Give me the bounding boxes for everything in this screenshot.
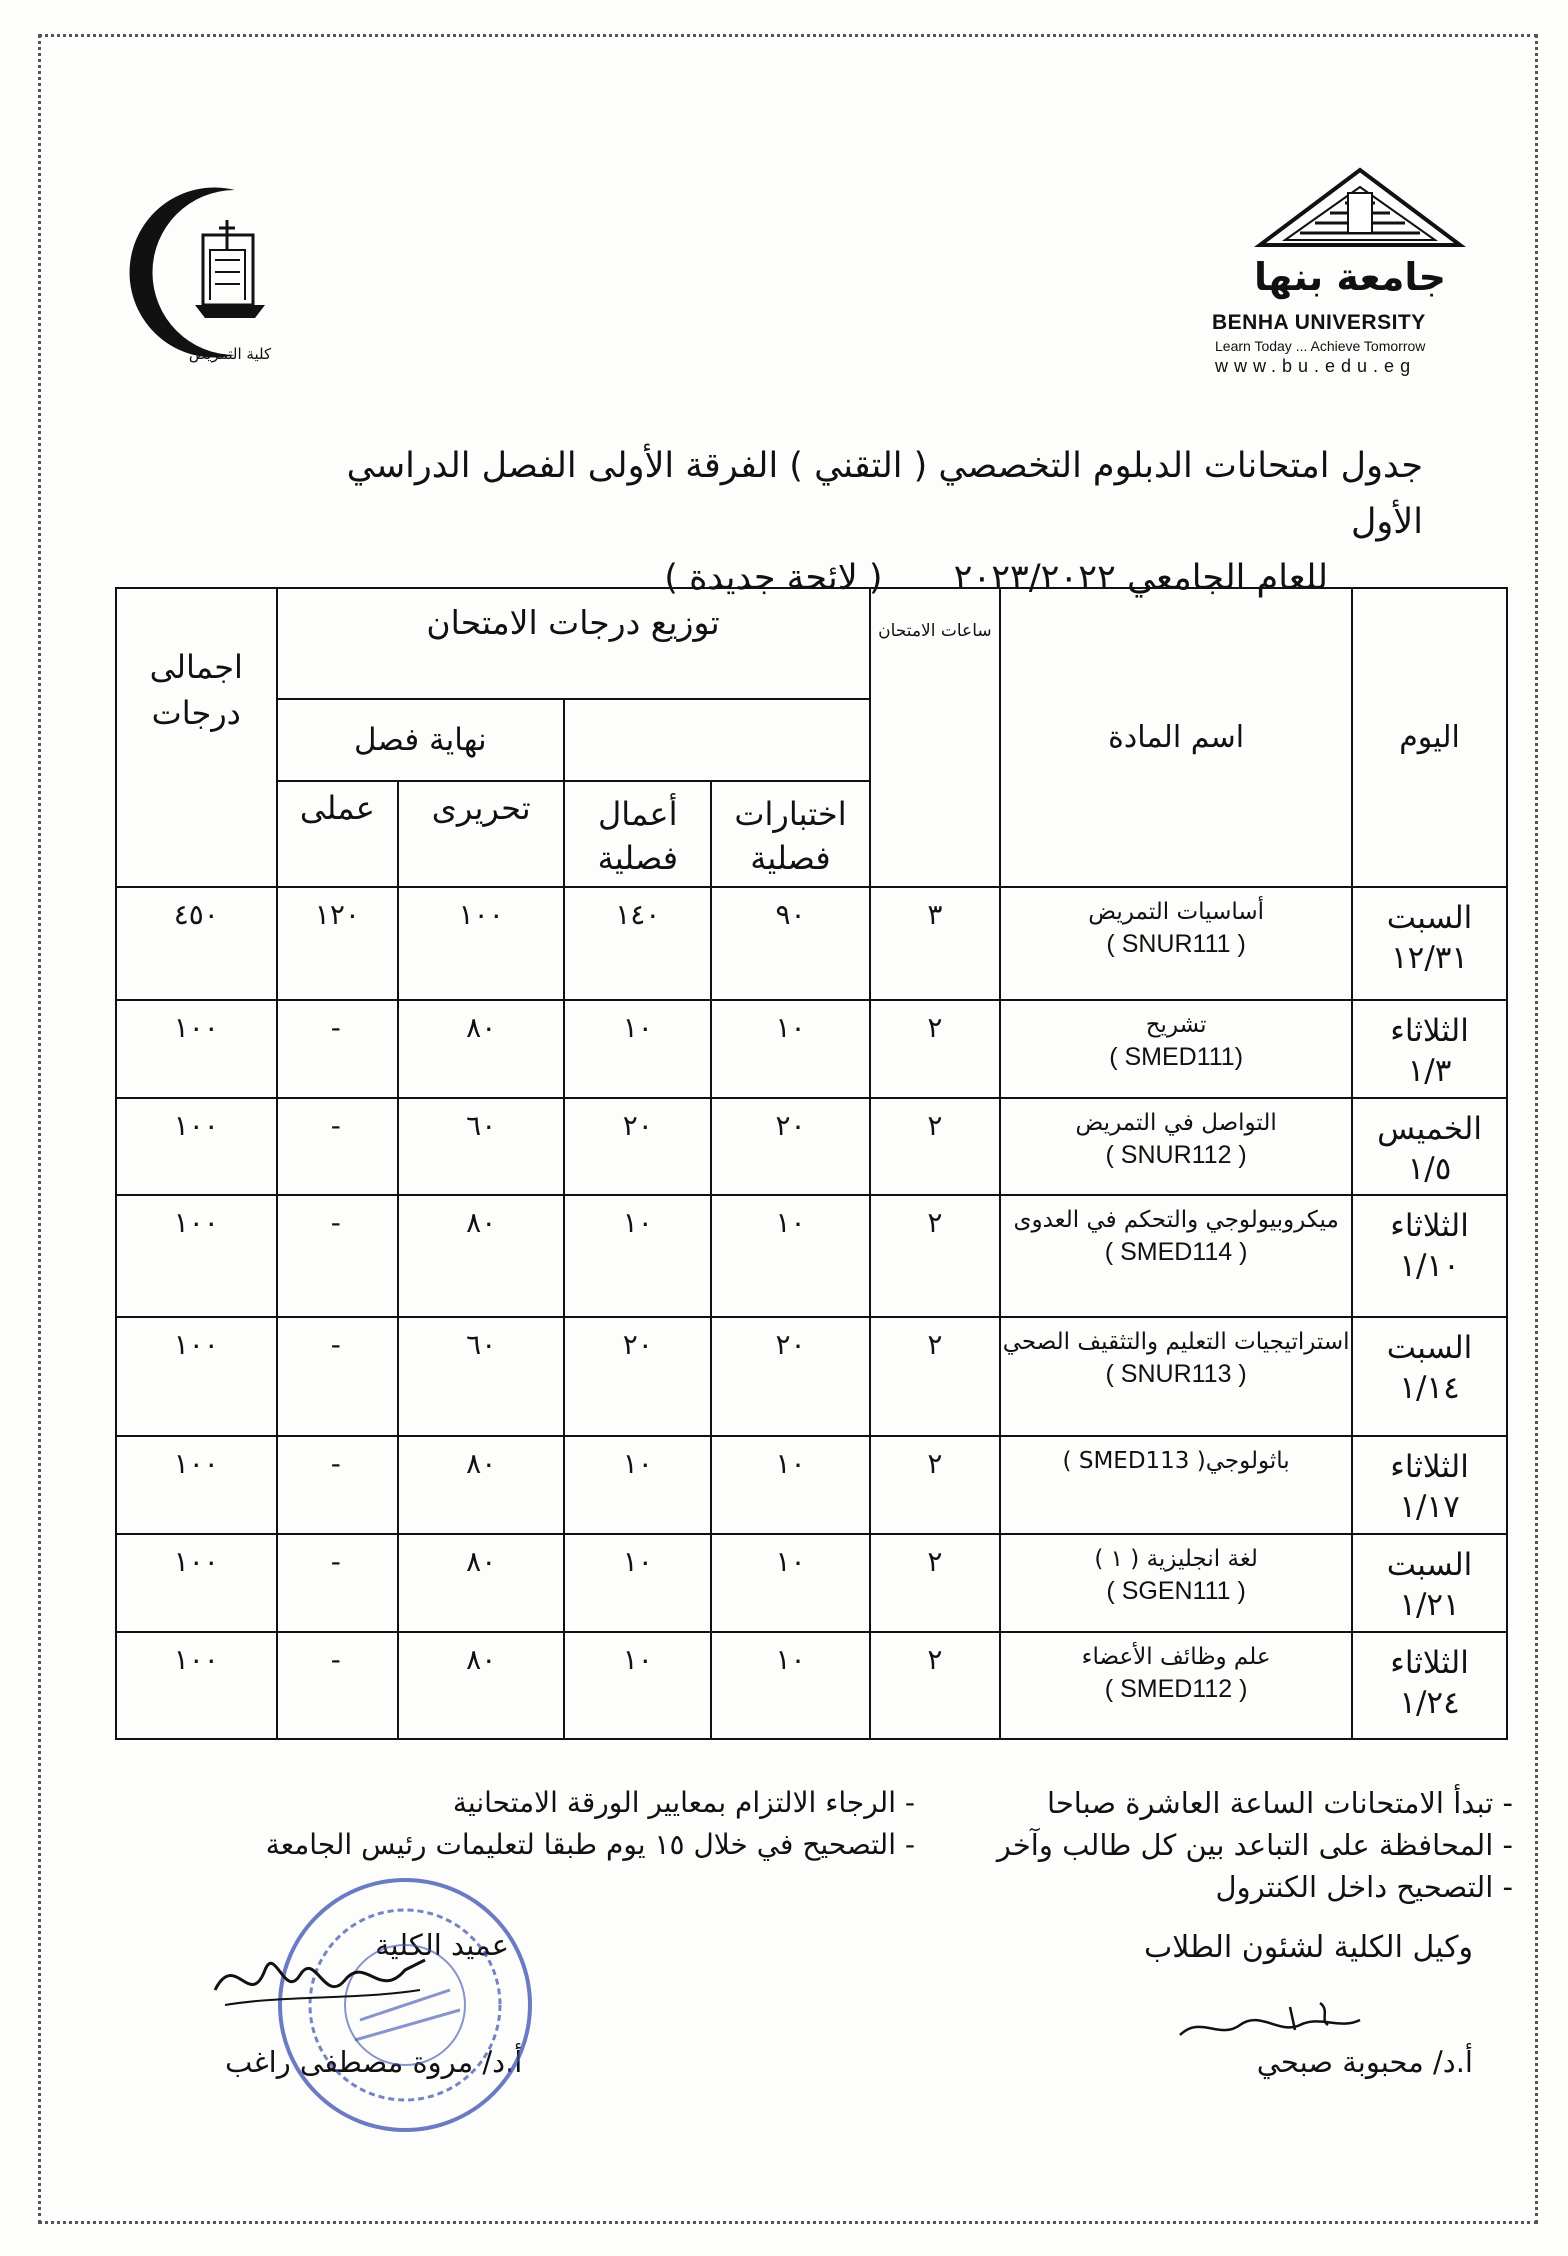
practical-cell: - — [277, 1632, 399, 1740]
quizzes-cell: ٩٠ — [711, 887, 869, 1000]
practical-cell: - — [277, 1436, 399, 1534]
subject-code: ( SMED114 ) — [1104, 1238, 1248, 1267]
coursework-cell: ١٤٠ — [564, 887, 711, 1000]
total-cell: ١٠٠ — [116, 1098, 277, 1196]
regulation-note: ( لائحة جديدة ) — [664, 558, 883, 598]
note-item: - المحافظة على التباعد بين كل طالب وآخر — [996, 1828, 1513, 1862]
day-name: الثلاثاء — [1390, 1644, 1469, 1681]
table-row — [116, 1317, 1507, 1436]
note-item: - الرجاء الالتزام بمعايير الورقة الامتحانية — [452, 1786, 915, 1819]
quizzes-cell: ١٠ — [711, 1000, 869, 1098]
exam-schedule-table — [115, 587, 1508, 1740]
table-row — [116, 1000, 1507, 1098]
day-cell — [1352, 1098, 1507, 1196]
total-cell: ١٠٠ — [116, 1534, 277, 1632]
quizzes-cell: ٢٠ — [711, 1098, 869, 1196]
dean-signature — [205, 1930, 435, 2020]
written-cell: ٨٠ — [398, 1195, 564, 1316]
subject-code: ( SMED112 ) — [1104, 1674, 1248, 1703]
table-row — [116, 1098, 1507, 1196]
exam-date: ١٢/٣١ — [1391, 939, 1469, 976]
note-item: - تبدأ الامتحانات الساعة العاشرة صباحا — [1047, 1786, 1513, 1820]
total-cell: ٤٥٠ — [116, 887, 277, 1000]
notes-right — [953, 1782, 1513, 1908]
total-cell: ١٠٠ — [116, 1632, 277, 1740]
hours-cell: ٢ — [870, 1632, 1001, 1740]
header-empty-cell — [564, 699, 869, 781]
practical-cell: - — [277, 1098, 399, 1196]
total-cell: ١٠٠ — [116, 1000, 277, 1098]
header-grade-distribution: توزيع درجات الامتحان — [277, 588, 870, 699]
practical-cell: - — [277, 1000, 399, 1098]
vice-dean-title: وكيل الكلية لشئون الطلاب — [1144, 1930, 1473, 1965]
day-name: الخميس — [1377, 1110, 1482, 1147]
total-cell: ١٠٠ — [116, 1195, 277, 1316]
subject-cell — [1000, 1000, 1352, 1098]
header-end-term: نهاية فصل — [277, 699, 565, 781]
header-row-1 — [116, 588, 1507, 699]
header-total: اجمالى درجات — [116, 588, 277, 887]
coursework-cell: ١٠ — [564, 1436, 711, 1534]
hours-cell: ٢ — [870, 1195, 1001, 1316]
subject-cell — [1000, 1195, 1352, 1316]
day-cell — [1352, 1632, 1507, 1740]
coursework-cell: ١٠ — [564, 1195, 711, 1316]
header-subject: اسم المادة — [1000, 588, 1352, 887]
subject-code: ( SGEN111 ) — [1106, 1576, 1246, 1605]
university-name-english: BENHA UNIVERSITY — [1212, 311, 1426, 334]
exam-date: ١/١٧ — [1399, 1488, 1460, 1525]
document-title — [273, 438, 1423, 606]
subject-code: ( SNUR112 ) — [1105, 1140, 1247, 1169]
university-slogan: Learn Today ... Achieve Tomorrow — [1215, 338, 1426, 354]
written-cell: ٨٠ — [398, 1000, 564, 1098]
coursework-cell: ١٠ — [564, 1534, 711, 1632]
day-cell — [1352, 1000, 1507, 1098]
academic-year: للعام الجامعي ٢٠٢٣/٢٠٢٢ — [953, 558, 1328, 598]
quizzes-cell: ١٠ — [711, 1534, 869, 1632]
practical-cell: - — [277, 1534, 399, 1632]
table-row — [116, 1534, 1507, 1632]
day-name: السبت — [1386, 899, 1473, 936]
university-name-arabic: جامعة بنها — [1253, 255, 1447, 299]
nursing-faculty-logo — [115, 180, 315, 370]
subject-cell — [1000, 1632, 1352, 1740]
day-cell — [1352, 1436, 1507, 1534]
written-cell: ٨٠ — [398, 1436, 564, 1534]
table-row — [116, 1436, 1507, 1534]
notes-left — [225, 1782, 915, 1866]
subject-name: تشريح — [1145, 1011, 1207, 1038]
subject-name: باثولوجي( SMED113 ) — [1062, 1447, 1290, 1474]
written-cell: ١٠٠ — [398, 887, 564, 1000]
day-name: الثلاثاء — [1390, 1012, 1469, 1049]
vice-dean-name: أ.د/ محبوبة صبحي — [1256, 2045, 1473, 2079]
quizzes-cell: ١٠ — [711, 1195, 869, 1316]
title-line-1: جدول امتحانات الدبلوم التخصصي ( التقني ) الفرقة الأولى الفصل الدراسي الأول — [346, 446, 1423, 542]
subject-name: التواصل في التمريض — [1075, 1109, 1277, 1136]
university-website: www.bu.edu.eg — [1215, 356, 1417, 376]
quizzes-cell: ١٠ — [711, 1632, 869, 1740]
exam-date: ١/٢١ — [1399, 1586, 1460, 1623]
subject-code: ( SNUR113 ) — [1105, 1359, 1247, 1388]
dean-title: عميد الكلية — [375, 1928, 510, 1962]
header-day: اليوم — [1352, 588, 1507, 887]
header-practical: عملى — [277, 781, 399, 887]
header-hours: ساعات الامتحان — [870, 588, 1001, 887]
hours-cell: ٢ — [870, 1534, 1001, 1632]
day-cell — [1352, 1317, 1507, 1436]
total-cell: ١٠٠ — [116, 1317, 277, 1436]
table-row — [116, 887, 1507, 1000]
dean-name: أ.د/ مروة مصطفى راغب — [225, 2045, 523, 2079]
coursework-cell: ١٠ — [564, 1000, 711, 1098]
exam-date: ١/١٠ — [1399, 1248, 1460, 1285]
subject-code: (SMED111 ) — [1109, 1042, 1244, 1071]
written-cell: ٨٠ — [398, 1534, 564, 1632]
quizzes-cell: ٢٠ — [711, 1317, 869, 1436]
practical-cell: - — [277, 1317, 399, 1436]
exam-date: ١/١٤ — [1399, 1369, 1460, 1406]
hours-cell: ٣ — [870, 887, 1001, 1000]
table-row — [116, 1195, 1507, 1316]
subject-cell — [1000, 1436, 1352, 1534]
subject-cell — [1000, 887, 1352, 1000]
coursework-cell: ٢٠ — [564, 1317, 711, 1436]
day-name: السبت — [1386, 1329, 1473, 1366]
coursework-cell: ١٠ — [564, 1632, 711, 1740]
vice-dean-signature — [1170, 1995, 1370, 2055]
note-item: - التصحيح في خلال ١٥ يوم طبقا لتعليمات رئيس الجامعة — [265, 1828, 915, 1861]
header-written: تحريرى — [398, 781, 564, 887]
nursing-logo-caption: كلية التمريض — [188, 345, 272, 363]
hours-cell: ٢ — [870, 1317, 1001, 1436]
written-cell: ٨٠ — [398, 1632, 564, 1740]
day-cell — [1352, 887, 1507, 1000]
practical-cell: - — [277, 1195, 399, 1316]
exam-date: ١/٥ — [1407, 1150, 1452, 1187]
coursework-cell: ٢٠ — [564, 1098, 711, 1196]
exam-date: ١/٣ — [1407, 1052, 1452, 1089]
subject-name: لغة انجليزية ( ١ ) — [1094, 1545, 1258, 1572]
subject-name: استراتيجيات التعليم والتثقيف الصحي — [1002, 1328, 1350, 1355]
day-name: السبت — [1386, 1546, 1473, 1583]
written-cell: ٦٠ — [398, 1098, 564, 1196]
subject-cell — [1000, 1534, 1352, 1632]
subject-code: ( SNUR111 ) — [1106, 929, 1246, 958]
day-cell — [1352, 1195, 1507, 1316]
quizzes-cell: ١٠ — [711, 1436, 869, 1534]
note-item: - التصحيح داخل الكنترول — [1215, 1870, 1513, 1904]
subject-cell — [1000, 1317, 1352, 1436]
day-name: الثلاثاء — [1390, 1448, 1469, 1485]
exam-date: ١/٢٤ — [1399, 1684, 1460, 1721]
total-cell: ١٠٠ — [116, 1436, 277, 1534]
subject-cell — [1000, 1098, 1352, 1196]
subject-name: أساسيات التمريض — [1088, 898, 1265, 925]
subject-name: ميكروبيولوجي والتحكم في العدوى — [1013, 1207, 1339, 1234]
hours-cell: ٢ — [870, 1000, 1001, 1098]
day-name: الثلاثاء — [1390, 1208, 1469, 1245]
table-row — [116, 1632, 1507, 1740]
practical-cell: ١٢٠ — [277, 887, 399, 1000]
header-quizzes: اختبارات فصلية — [711, 781, 869, 887]
hours-cell: ٢ — [870, 1098, 1001, 1196]
written-cell: ٦٠ — [398, 1317, 564, 1436]
header-coursework: أعمال فصلية — [564, 781, 711, 887]
day-cell — [1352, 1534, 1507, 1632]
hours-cell: ٢ — [870, 1436, 1001, 1534]
subject-name: علم وظائف الأعضاء — [1081, 1643, 1271, 1670]
